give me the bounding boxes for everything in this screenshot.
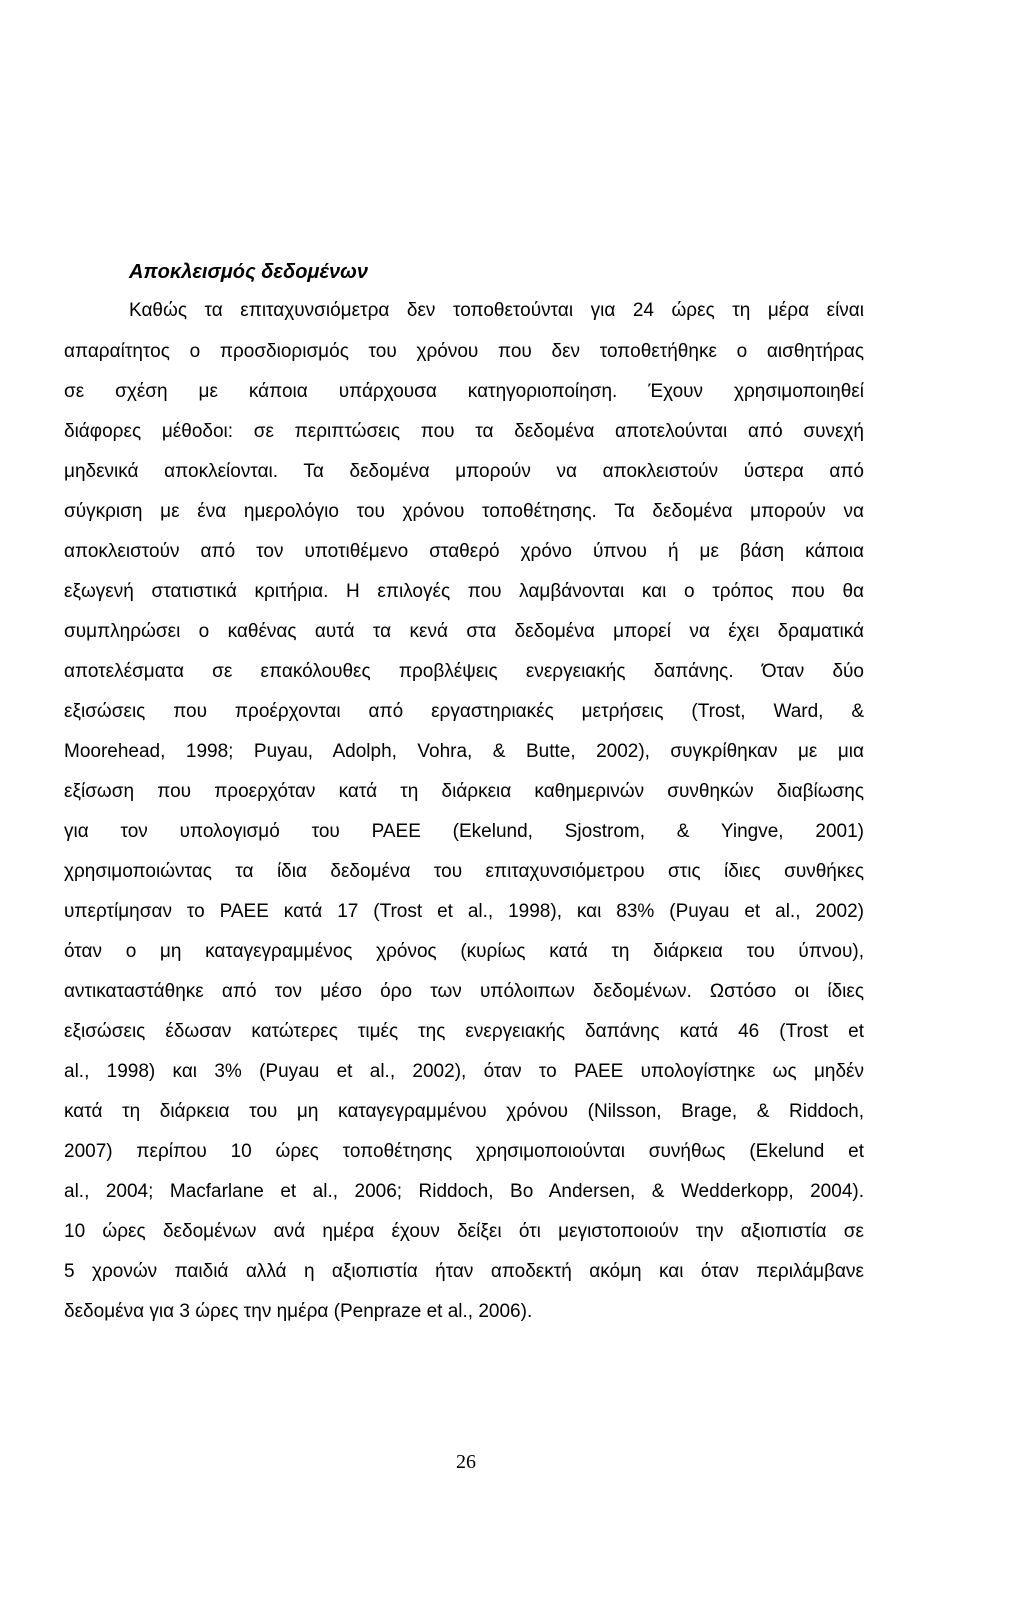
text-line: 5 χρονών παιδιά αλλά η αξιοπιστία ήταν αποδεκτή ακόμη και όταν περιλάμβανε (64, 1261, 864, 1282)
text-line: αποτελέσματα σε επακόλουθες προβλέψεις ενεργειακής δαπάνης. Όταν δύο (64, 661, 864, 682)
text-line: 2007) περίπου 10 ώρες τοποθέτησης χρησιμοποιούνται συνήθως (Ekelund et (64, 1141, 864, 1162)
text-line: Moorehead, 1998; Puyau, Adolph, Vohra, & Butte, 2002), συγκρίθηκαν με μια (64, 741, 864, 762)
page-number: 26 (456, 1451, 476, 1473)
text-line: αντικαταστάθηκε από τον μέσο όρο των υπόλοιπων δεδομένων. Ωστόσο οι ίδιες (64, 981, 864, 1002)
text-line: εξισώσεις που προέρχονται από εργαστηριακές μετρήσεις (Trost, Ward, & (64, 701, 864, 722)
text-line: αποκλειστούν από τον υποτιθέμενο σταθερό χρόνο ύπνου ή με βάση κάποια (64, 541, 864, 562)
text-line: υπερτίμησαν το PAEE κατά 17 (Trost et al., 1998), και 83% (Puyau et al., 2002) (64, 901, 864, 922)
text-line: μηδενικά αποκλείονται. Τα δεδομένα μπορούν να αποκλειστούν ύστερα από (64, 461, 864, 482)
text-line: σε σχέση με κάποια υπάρχουσα κατηγοριοποίηση. Έχουν χρησιμοποιηθεί (64, 381, 864, 402)
text-line: χρησιμοποιώντας τα ίδια δεδομένα του επιταχυνσιόμετρου στις ίδιες συνθήκες (64, 861, 864, 882)
text-line: Καθώς τα επιταχυνσιόμετρα δεν τοποθετούνται για 24 ώρες τη μέρα είναι (129, 300, 864, 321)
text-line: σύγκριση με ένα ημερολόγιο του χρόνου τοποθέτησης. Τα δεδομένα μπορούν να (64, 501, 864, 522)
text-line: 10 ώρες δεδομένων ανά ημέρα έχουν δείξει ότι μεγιστοποιούν την αξιοπιστία σε (64, 1221, 864, 1242)
text-line: al., 2004; Macfarlane et al., 2006; Riddoch, Bo Andersen, & Wedderkopp, 2004). (64, 1181, 864, 1202)
text-line: εξωγενή στατιστικά κριτήρια. Η επιλογές που λαμβάνονται και ο τρόπος που θα (64, 581, 864, 602)
text-line: δεδομένα για 3 ώρες την ημέρα (Penpraze et al., 2006). (64, 1301, 533, 1322)
text-line: κατά τη διάρκεια του μη καταγεγραμμένου χρόνου (Nilsson, Brage, & Riddoch, (64, 1101, 864, 1122)
text-line: al., 1998) και 3% (Puyau et al., 2002), όταν το PAEE υπολογίστηκε ως μηδέν (64, 1061, 864, 1082)
text-line: διάφορες μέθοδοι: σε περιπτώσεις που τα δεδομένα αποτελούνται από συνεχή (64, 421, 864, 442)
text-line: εξίσωση που προερχόταν κατά τη διάρκεια καθημερινών συνθηκών διαβίωσης (64, 781, 864, 802)
text-line: όταν ο μη καταγεγραμμένος χρόνος (κυρίως κατά τη διάρκεια του ύπνου), (64, 941, 864, 962)
text-line: απαραίτητος ο προσδιορισμός του χρόνου που δεν τοποθετήθηκε ο αισθητήρας (64, 341, 864, 362)
section-heading: Αποκλεισμός δεδομένων (129, 261, 368, 283)
text-line: για τον υπολογισμό του PAEE (Ekelund, Sjostrom, & Yingve, 2001) (64, 821, 864, 842)
text-line: συμπληρώσει ο καθένας αυτά τα κενά στα δεδομένα μπορεί να έχει δραματικά (64, 621, 864, 642)
text-line: εξισώσεις έδωσαν κατώτερες τιμές της ενεργειακής δαπάνης κατά 46 (Trost et (64, 1021, 864, 1042)
